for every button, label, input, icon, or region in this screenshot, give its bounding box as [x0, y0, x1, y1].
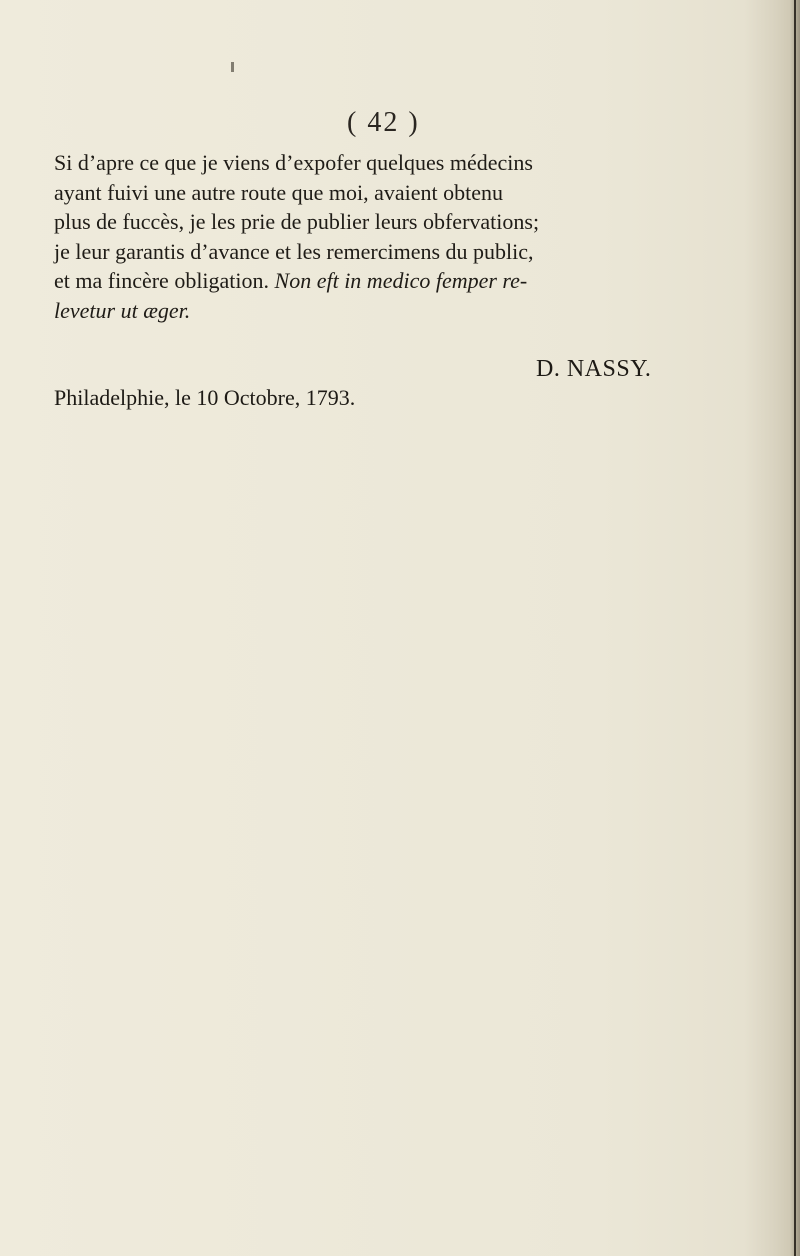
- body-line-3: plus de fuccès, je les prie de publier leurs obfervations;: [54, 209, 540, 234]
- latin-quote-part-2: levetur ut æger.: [54, 297, 191, 323]
- author-signature: D. NASSY.: [536, 356, 652, 382]
- body-text: [54, 148, 754, 325]
- body-line-5: [54, 266, 754, 296]
- latin-quote-part-1: Non eft in medico femper re-: [274, 268, 528, 293]
- page-edge-line: [794, 0, 796, 1256]
- body-line-2: ayant fuivi une autre route que moi, avaient obtenu: [54, 179, 504, 205]
- body-line-1: Si d’apre ce que je viens d’expofer quelques médecins: [54, 150, 533, 175]
- dateline: Philadelphie, le 10 Octobre, 1793.: [54, 385, 356, 410]
- page-number: ( 42 ): [347, 107, 420, 138]
- body-line-4: je leur garantis d’avance et les remercimens du public,: [54, 238, 534, 264]
- body-line-5-roman: et ma fincère obligation.: [54, 268, 270, 293]
- ink-speck: [231, 62, 234, 72]
